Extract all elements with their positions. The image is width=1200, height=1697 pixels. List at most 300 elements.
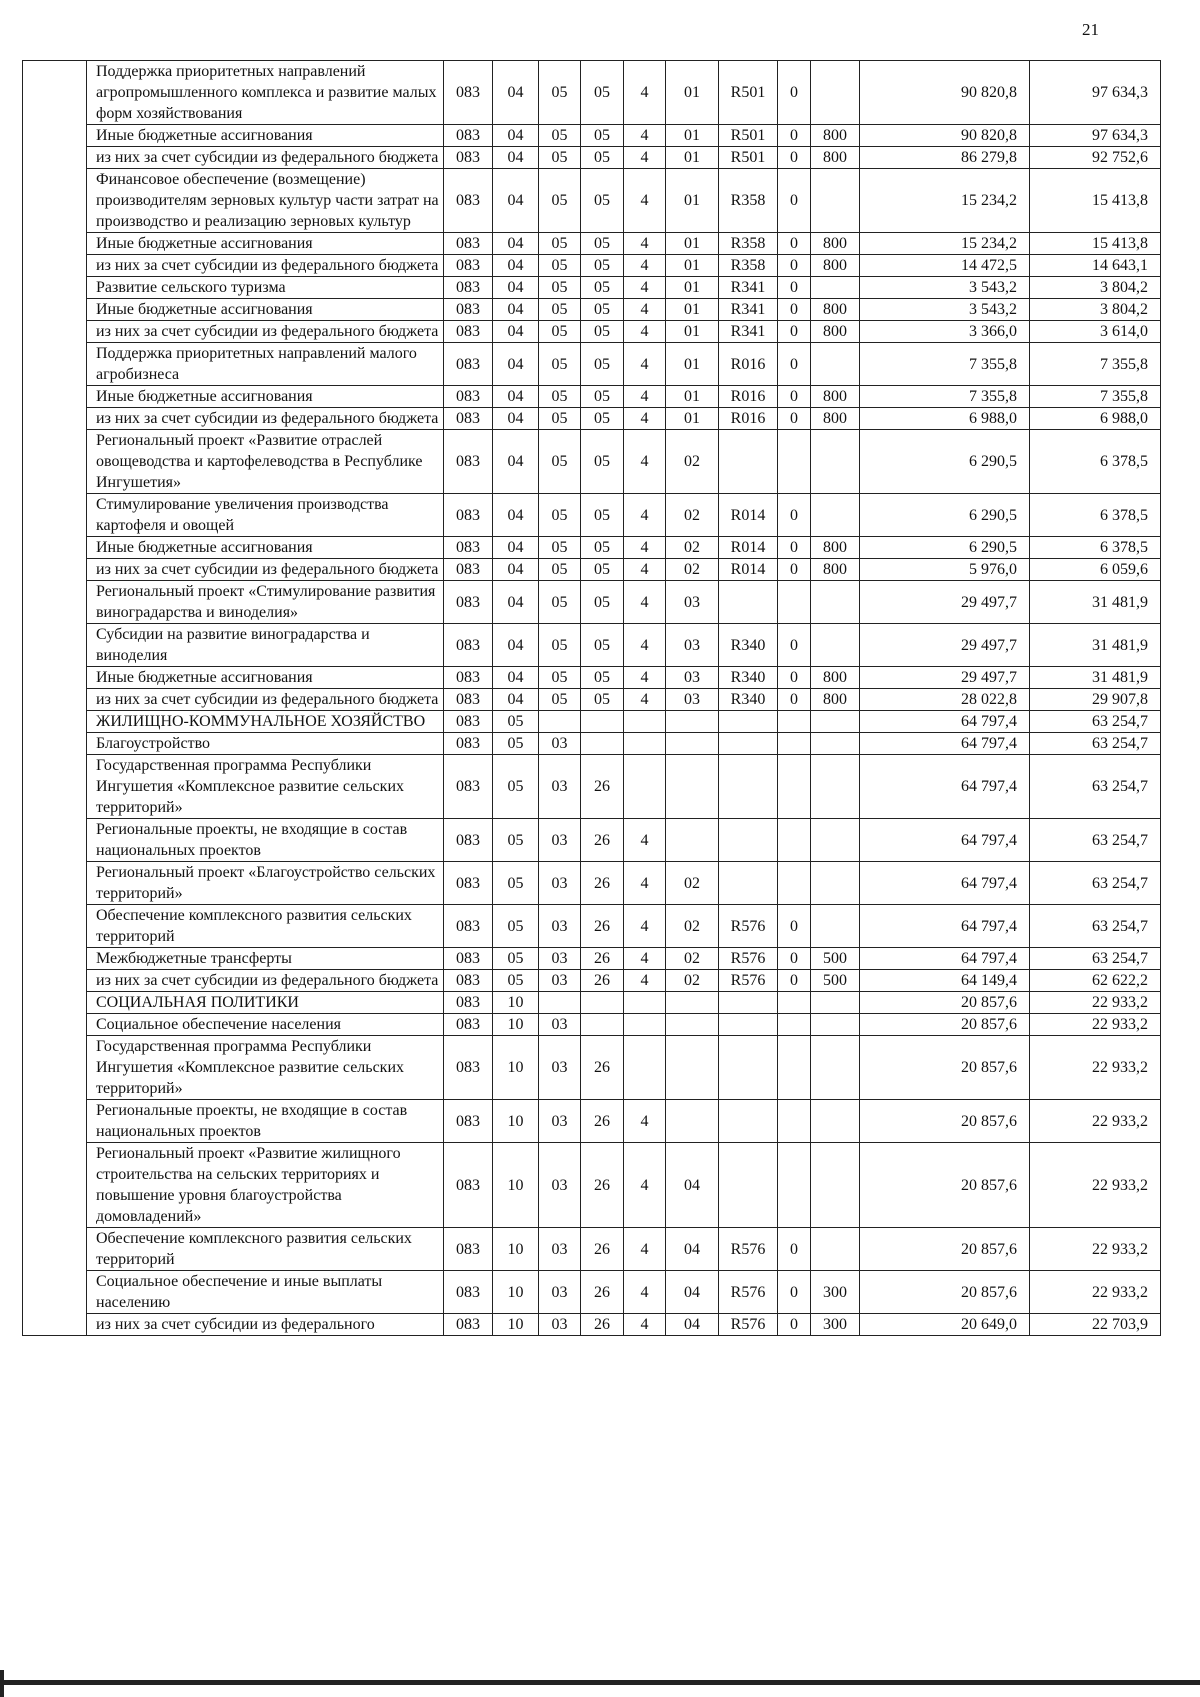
- amount-2021-cell: 63 254,7: [1030, 862, 1161, 905]
- project-code-cell: 01: [666, 343, 719, 386]
- item-name-cell: из них за счет субсидии из федерального бюджета: [87, 255, 444, 277]
- pr-code-cell: 05: [539, 125, 581, 147]
- gr-code-cell: 083: [444, 299, 493, 321]
- expense-type-cell: [811, 1143, 860, 1228]
- subprogram-code-cell: 4: [624, 255, 666, 277]
- amount-2021-cell: 63 254,7: [1030, 733, 1161, 755]
- empty-index-cell: [23, 233, 87, 255]
- expense-type-cell: 800: [811, 386, 860, 408]
- program-code-cell: 26: [581, 970, 624, 992]
- subprogram-code-cell: 4: [624, 1271, 666, 1314]
- direction-code-cell: R340: [719, 667, 778, 689]
- project-code-cell: [666, 711, 719, 733]
- gr-code-cell: 083: [444, 1100, 493, 1143]
- item-name-cell: Стимулирование увеличения производства картофеля и овощей: [87, 494, 444, 537]
- digit-code-cell: 0: [778, 948, 811, 970]
- project-code-cell: 02: [666, 430, 719, 494]
- pr-code-cell: 05: [539, 61, 581, 125]
- direction-code-cell: R014: [719, 537, 778, 559]
- subprogram-code-cell: 4: [624, 233, 666, 255]
- gr-code-cell: 083: [444, 624, 493, 667]
- pr-code-cell: 05: [539, 494, 581, 537]
- program-code-cell: 26: [581, 1314, 624, 1336]
- expense-type-cell: 800: [811, 255, 860, 277]
- expense-type-cell: 800: [811, 537, 860, 559]
- amount-2021-cell: 7 355,8: [1030, 343, 1161, 386]
- subprogram-code-cell: 4: [624, 948, 666, 970]
- empty-index-cell: [23, 1014, 87, 1036]
- amount-2020-cell: 6 290,5: [860, 430, 1030, 494]
- digit-code-cell: [778, 1100, 811, 1143]
- pr-code-cell: 03: [539, 1100, 581, 1143]
- expense-type-cell: [811, 343, 860, 386]
- digit-code-cell: [778, 755, 811, 819]
- program-code-cell: 26: [581, 1143, 624, 1228]
- program-code-cell: 05: [581, 147, 624, 169]
- item-name-cell: Благоустройство: [87, 733, 444, 755]
- subprogram-code-cell: 4: [624, 970, 666, 992]
- empty-index-cell: [23, 711, 87, 733]
- expense-type-cell: [811, 862, 860, 905]
- item-name-cell: из них за счет субсидии из федерального бюджета: [87, 689, 444, 711]
- table-row: [23, 970, 1161, 992]
- empty-index-cell: [23, 408, 87, 430]
- rz-code-cell: 10: [493, 1036, 539, 1100]
- empty-index-cell: [23, 819, 87, 862]
- program-code-cell: [581, 992, 624, 1014]
- digit-code-cell: 0: [778, 277, 811, 299]
- direction-code-cell: R358: [719, 255, 778, 277]
- direction-code-cell: R341: [719, 299, 778, 321]
- expense-type-cell: [811, 819, 860, 862]
- amount-2020-cell: 5 976,0: [860, 559, 1030, 581]
- expense-type-cell: 800: [811, 147, 860, 169]
- rz-code-cell: 05: [493, 819, 539, 862]
- subprogram-code-cell: 4: [624, 169, 666, 233]
- pr-code-cell: 03: [539, 1014, 581, 1036]
- direction-code-cell: R358: [719, 169, 778, 233]
- amount-2021-cell: 92 752,6: [1030, 147, 1161, 169]
- program-code-cell: 26: [581, 1036, 624, 1100]
- gr-code-cell: 083: [444, 755, 493, 819]
- direction-code-cell: R340: [719, 689, 778, 711]
- empty-index-cell: [23, 299, 87, 321]
- expense-type-cell: [811, 169, 860, 233]
- amount-2020-cell: 15 234,2: [860, 233, 1030, 255]
- pr-code-cell: 03: [539, 733, 581, 755]
- direction-code-cell: [719, 733, 778, 755]
- item-name-cell: Иные бюджетные ассигнования: [87, 299, 444, 321]
- project-code-cell: 01: [666, 408, 719, 430]
- digit-code-cell: 0: [778, 689, 811, 711]
- project-code-cell: 01: [666, 255, 719, 277]
- expense-type-cell: 500: [811, 970, 860, 992]
- direction-code-cell: [719, 862, 778, 905]
- digit-code-cell: [778, 1143, 811, 1228]
- gr-code-cell: 083: [444, 61, 493, 125]
- empty-index-cell: [23, 277, 87, 299]
- program-code-cell: 05: [581, 430, 624, 494]
- program-code-cell: 26: [581, 862, 624, 905]
- table-row: [23, 1014, 1161, 1036]
- subprogram-code-cell: 4: [624, 61, 666, 125]
- gr-code-cell: 083: [444, 343, 493, 386]
- project-code-cell: 01: [666, 386, 719, 408]
- gr-code-cell: 083: [444, 430, 493, 494]
- expense-type-cell: [811, 494, 860, 537]
- program-code-cell: 26: [581, 819, 624, 862]
- pr-code-cell: 05: [539, 624, 581, 667]
- item-name-cell: из них за счет субсидии из федерального бюджета: [87, 970, 444, 992]
- item-name-cell: Региональный проект «Развитие жилищного строительства на сельских территориях и повышение уровня благоустройства домовладений»: [87, 1143, 444, 1228]
- amount-2021-cell: 62 622,2: [1030, 970, 1161, 992]
- table-row: [23, 905, 1161, 948]
- table-row: [23, 299, 1161, 321]
- project-code-cell: 02: [666, 559, 719, 581]
- project-code-cell: 03: [666, 624, 719, 667]
- empty-index-cell: [23, 581, 87, 624]
- rz-code-cell: 05: [493, 711, 539, 733]
- expense-type-cell: [811, 581, 860, 624]
- program-code-cell: 05: [581, 559, 624, 581]
- gr-code-cell: 083: [444, 689, 493, 711]
- item-name-cell: Государственная программа Республики Ингушетия «Комплексное развитие сельских территорий»: [87, 755, 444, 819]
- table-row: [23, 147, 1161, 169]
- expense-type-cell: 800: [811, 125, 860, 147]
- amount-2020-cell: 20 857,6: [860, 1228, 1030, 1271]
- subprogram-code-cell: 4: [624, 408, 666, 430]
- subprogram-code-cell: 4: [624, 819, 666, 862]
- subprogram-code-cell: [624, 1014, 666, 1036]
- rz-code-cell: 04: [493, 343, 539, 386]
- digit-code-cell: 0: [778, 233, 811, 255]
- digit-code-cell: 0: [778, 559, 811, 581]
- expense-type-cell: [811, 992, 860, 1014]
- digit-code-cell: 0: [778, 905, 811, 948]
- pr-code-cell: 05: [539, 343, 581, 386]
- expense-type-cell: [811, 755, 860, 819]
- table-row: [23, 755, 1161, 819]
- direction-code-cell: R576: [719, 970, 778, 992]
- amount-2021-cell: 22 933,2: [1030, 1143, 1161, 1228]
- amount-2020-cell: 64 797,4: [860, 733, 1030, 755]
- direction-code-cell: R576: [719, 905, 778, 948]
- table-row: [23, 992, 1161, 1014]
- subprogram-code-cell: [624, 992, 666, 1014]
- table-row: [23, 1143, 1161, 1228]
- item-name-cell: из них за счет субсидии из федерального бюджета: [87, 559, 444, 581]
- amount-2021-cell: 22 933,2: [1030, 992, 1161, 1014]
- digit-code-cell: 0: [778, 494, 811, 537]
- amount-2021-cell: 15 413,8: [1030, 233, 1161, 255]
- pr-code-cell: 03: [539, 970, 581, 992]
- subprogram-code-cell: 4: [624, 125, 666, 147]
- amount-2020-cell: 90 820,8: [860, 125, 1030, 147]
- direction-code-cell: R576: [719, 948, 778, 970]
- digit-code-cell: 0: [778, 147, 811, 169]
- digit-code-cell: [778, 992, 811, 1014]
- empty-index-cell: [23, 755, 87, 819]
- pr-code-cell: 05: [539, 321, 581, 343]
- subprogram-code-cell: 4: [624, 343, 666, 386]
- pr-code-cell: 05: [539, 169, 581, 233]
- table-row: [23, 537, 1161, 559]
- direction-code-cell: [719, 1036, 778, 1100]
- amount-2020-cell: 20 857,6: [860, 1036, 1030, 1100]
- table-row: [23, 559, 1161, 581]
- project-code-cell: 04: [666, 1143, 719, 1228]
- program-code-cell: 05: [581, 386, 624, 408]
- amount-2020-cell: 20 857,6: [860, 1143, 1030, 1228]
- table-row: [23, 581, 1161, 624]
- pr-code-cell: 03: [539, 948, 581, 970]
- expense-type-cell: [811, 1036, 860, 1100]
- program-code-cell: 05: [581, 494, 624, 537]
- gr-code-cell: 083: [444, 733, 493, 755]
- project-code-cell: 04: [666, 1271, 719, 1314]
- gr-code-cell: 083: [444, 169, 493, 233]
- pr-code-cell: 03: [539, 819, 581, 862]
- gr-code-cell: 083: [444, 1314, 493, 1336]
- digit-code-cell: 0: [778, 343, 811, 386]
- digit-code-cell: 0: [778, 386, 811, 408]
- table-row: [23, 1314, 1161, 1336]
- amount-2021-cell: 3 804,2: [1030, 277, 1161, 299]
- project-code-cell: 01: [666, 61, 719, 125]
- direction-code-cell: R016: [719, 386, 778, 408]
- rz-code-cell: 04: [493, 494, 539, 537]
- empty-index-cell: [23, 667, 87, 689]
- digit-code-cell: 0: [778, 624, 811, 667]
- empty-index-cell: [23, 689, 87, 711]
- pr-code-cell: 03: [539, 1314, 581, 1336]
- table-row: [23, 386, 1161, 408]
- amount-2021-cell: 6 378,5: [1030, 430, 1161, 494]
- item-name-cell: из них за счет субсидии из федерального бюджета: [87, 321, 444, 343]
- project-code-cell: 03: [666, 689, 719, 711]
- project-code-cell: 03: [666, 667, 719, 689]
- gr-code-cell: 083: [444, 581, 493, 624]
- expense-type-cell: [811, 733, 860, 755]
- digit-code-cell: 0: [778, 1271, 811, 1314]
- project-code-cell: 04: [666, 1314, 719, 1336]
- amount-2020-cell: 64 797,4: [860, 862, 1030, 905]
- table-row: [23, 711, 1161, 733]
- gr-code-cell: 083: [444, 1014, 493, 1036]
- subprogram-code-cell: 4: [624, 1100, 666, 1143]
- program-code-cell: [581, 1014, 624, 1036]
- expense-type-cell: 800: [811, 299, 860, 321]
- empty-index-cell: [23, 862, 87, 905]
- gr-code-cell: 083: [444, 711, 493, 733]
- empty-index-cell: [23, 905, 87, 948]
- pr-code-cell: [539, 992, 581, 1014]
- amount-2020-cell: 15 234,2: [860, 169, 1030, 233]
- gr-code-cell: 083: [444, 233, 493, 255]
- project-code-cell: 04: [666, 1228, 719, 1271]
- amount-2020-cell: 64 797,4: [860, 755, 1030, 819]
- expense-type-cell: [811, 711, 860, 733]
- amount-2021-cell: 63 254,7: [1030, 711, 1161, 733]
- amount-2021-cell: 97 634,3: [1030, 61, 1161, 125]
- program-code-cell: 05: [581, 624, 624, 667]
- empty-index-cell: [23, 624, 87, 667]
- program-code-cell: 05: [581, 667, 624, 689]
- empty-index-cell: [23, 147, 87, 169]
- direction-code-cell: R014: [719, 494, 778, 537]
- amount-2021-cell: 29 907,8: [1030, 689, 1161, 711]
- gr-code-cell: 083: [444, 125, 493, 147]
- empty-index-cell: [23, 1100, 87, 1143]
- expense-type-cell: 800: [811, 667, 860, 689]
- subprogram-code-cell: 4: [624, 559, 666, 581]
- amount-2021-cell: 22 933,2: [1030, 1271, 1161, 1314]
- empty-index-cell: [23, 125, 87, 147]
- table-row: [23, 1271, 1161, 1314]
- item-name-cell: Поддержка приоритетных направлений агропромышленного комплекса и развитие малых форм хозяйствования: [87, 61, 444, 125]
- digit-code-cell: [778, 819, 811, 862]
- rz-code-cell: 04: [493, 125, 539, 147]
- direction-code-cell: R501: [719, 125, 778, 147]
- gr-code-cell: 083: [444, 147, 493, 169]
- amount-2020-cell: 20 857,6: [860, 992, 1030, 1014]
- rz-code-cell: 04: [493, 255, 539, 277]
- empty-index-cell: [23, 1314, 87, 1336]
- subprogram-code-cell: 4: [624, 147, 666, 169]
- item-name-cell: Межбюджетные трансферты: [87, 948, 444, 970]
- direction-code-cell: R014: [719, 559, 778, 581]
- direction-code-cell: [719, 711, 778, 733]
- program-code-cell: 26: [581, 1228, 624, 1271]
- subprogram-code-cell: 4: [624, 905, 666, 948]
- amount-2020-cell: 20 857,6: [860, 1014, 1030, 1036]
- direction-code-cell: [719, 992, 778, 1014]
- digit-code-cell: 0: [778, 1314, 811, 1336]
- direction-code-cell: R576: [719, 1271, 778, 1314]
- table-row: [23, 667, 1161, 689]
- pr-code-cell: 05: [539, 537, 581, 559]
- amount-2020-cell: 64 797,4: [860, 905, 1030, 948]
- pr-code-cell: 03: [539, 905, 581, 948]
- rz-code-cell: 10: [493, 1228, 539, 1271]
- table-row: [23, 1228, 1161, 1271]
- gr-code-cell: 083: [444, 667, 493, 689]
- pr-code-cell: 03: [539, 1143, 581, 1228]
- empty-index-cell: [23, 1271, 87, 1314]
- rz-code-cell: 10: [493, 992, 539, 1014]
- program-code-cell: 05: [581, 277, 624, 299]
- gr-code-cell: 083: [444, 992, 493, 1014]
- digit-code-cell: 0: [778, 667, 811, 689]
- table-row: [23, 255, 1161, 277]
- program-code-cell: 26: [581, 905, 624, 948]
- subprogram-code-cell: [624, 755, 666, 819]
- table-row: [23, 125, 1161, 147]
- table-row: [23, 277, 1161, 299]
- expense-type-cell: 300: [811, 1271, 860, 1314]
- item-name-cell: Региональный проект «Благоустройство сельских территорий»: [87, 862, 444, 905]
- direction-code-cell: R341: [719, 277, 778, 299]
- pr-code-cell: 03: [539, 755, 581, 819]
- rz-code-cell: 04: [493, 559, 539, 581]
- direction-code-cell: [719, 819, 778, 862]
- subprogram-code-cell: 4: [624, 321, 666, 343]
- project-code-cell: 01: [666, 277, 719, 299]
- subprogram-code-cell: [624, 733, 666, 755]
- program-code-cell: 26: [581, 1100, 624, 1143]
- project-code-cell: 01: [666, 321, 719, 343]
- project-code-cell: 02: [666, 862, 719, 905]
- direction-code-cell: R341: [719, 321, 778, 343]
- item-name-cell: Региональные проекты, не входящие в состав национальных проектов: [87, 819, 444, 862]
- table-row: [23, 321, 1161, 343]
- project-code-cell: [666, 992, 719, 1014]
- amount-2020-cell: 20 857,6: [860, 1271, 1030, 1314]
- direction-code-cell: R016: [719, 408, 778, 430]
- amount-2020-cell: 14 472,5: [860, 255, 1030, 277]
- project-code-cell: 01: [666, 233, 719, 255]
- amount-2021-cell: 6 378,5: [1030, 494, 1161, 537]
- gr-code-cell: 083: [444, 494, 493, 537]
- amount-2020-cell: 3 543,2: [860, 299, 1030, 321]
- amount-2021-cell: 22 933,2: [1030, 1228, 1161, 1271]
- direction-code-cell: [719, 1143, 778, 1228]
- rz-code-cell: 10: [493, 1271, 539, 1314]
- gr-code-cell: 083: [444, 277, 493, 299]
- empty-index-cell: [23, 733, 87, 755]
- empty-index-cell: [23, 1143, 87, 1228]
- pr-code-cell: 05: [539, 581, 581, 624]
- amount-2020-cell: 29 497,7: [860, 667, 1030, 689]
- rz-code-cell: 10: [493, 1314, 539, 1336]
- rz-code-cell: 04: [493, 430, 539, 494]
- subprogram-code-cell: 4: [624, 537, 666, 559]
- expense-type-cell: 800: [811, 233, 860, 255]
- amount-2020-cell: 20 857,6: [860, 1100, 1030, 1143]
- subprogram-code-cell: 4: [624, 386, 666, 408]
- direction-code-cell: R340: [719, 624, 778, 667]
- subprogram-code-cell: 4: [624, 299, 666, 321]
- gr-code-cell: 083: [444, 386, 493, 408]
- rz-code-cell: 05: [493, 862, 539, 905]
- expense-type-cell: [811, 624, 860, 667]
- digit-code-cell: 0: [778, 408, 811, 430]
- expense-type-cell: [811, 905, 860, 948]
- project-code-cell: 02: [666, 905, 719, 948]
- rz-code-cell: 04: [493, 169, 539, 233]
- gr-code-cell: 083: [444, 408, 493, 430]
- pr-code-cell: [539, 711, 581, 733]
- amount-2021-cell: 31 481,9: [1030, 624, 1161, 667]
- item-name-cell: Иные бюджетные ассигнования: [87, 667, 444, 689]
- amount-2020-cell: 90 820,8: [860, 61, 1030, 125]
- digit-code-cell: [778, 1014, 811, 1036]
- rz-code-cell: 04: [493, 61, 539, 125]
- project-code-cell: 01: [666, 147, 719, 169]
- table-row: [23, 948, 1161, 970]
- empty-index-cell: [23, 537, 87, 559]
- amount-2020-cell: 20 649,0: [860, 1314, 1030, 1336]
- program-code-cell: 05: [581, 299, 624, 321]
- program-code-cell: 05: [581, 169, 624, 233]
- subprogram-code-cell: 4: [624, 689, 666, 711]
- amount-2020-cell: 6 988,0: [860, 408, 1030, 430]
- rz-code-cell: 05: [493, 733, 539, 755]
- direction-code-cell: R576: [719, 1314, 778, 1336]
- subprogram-code-cell: 4: [624, 1228, 666, 1271]
- program-code-cell: [581, 733, 624, 755]
- rz-code-cell: 04: [493, 689, 539, 711]
